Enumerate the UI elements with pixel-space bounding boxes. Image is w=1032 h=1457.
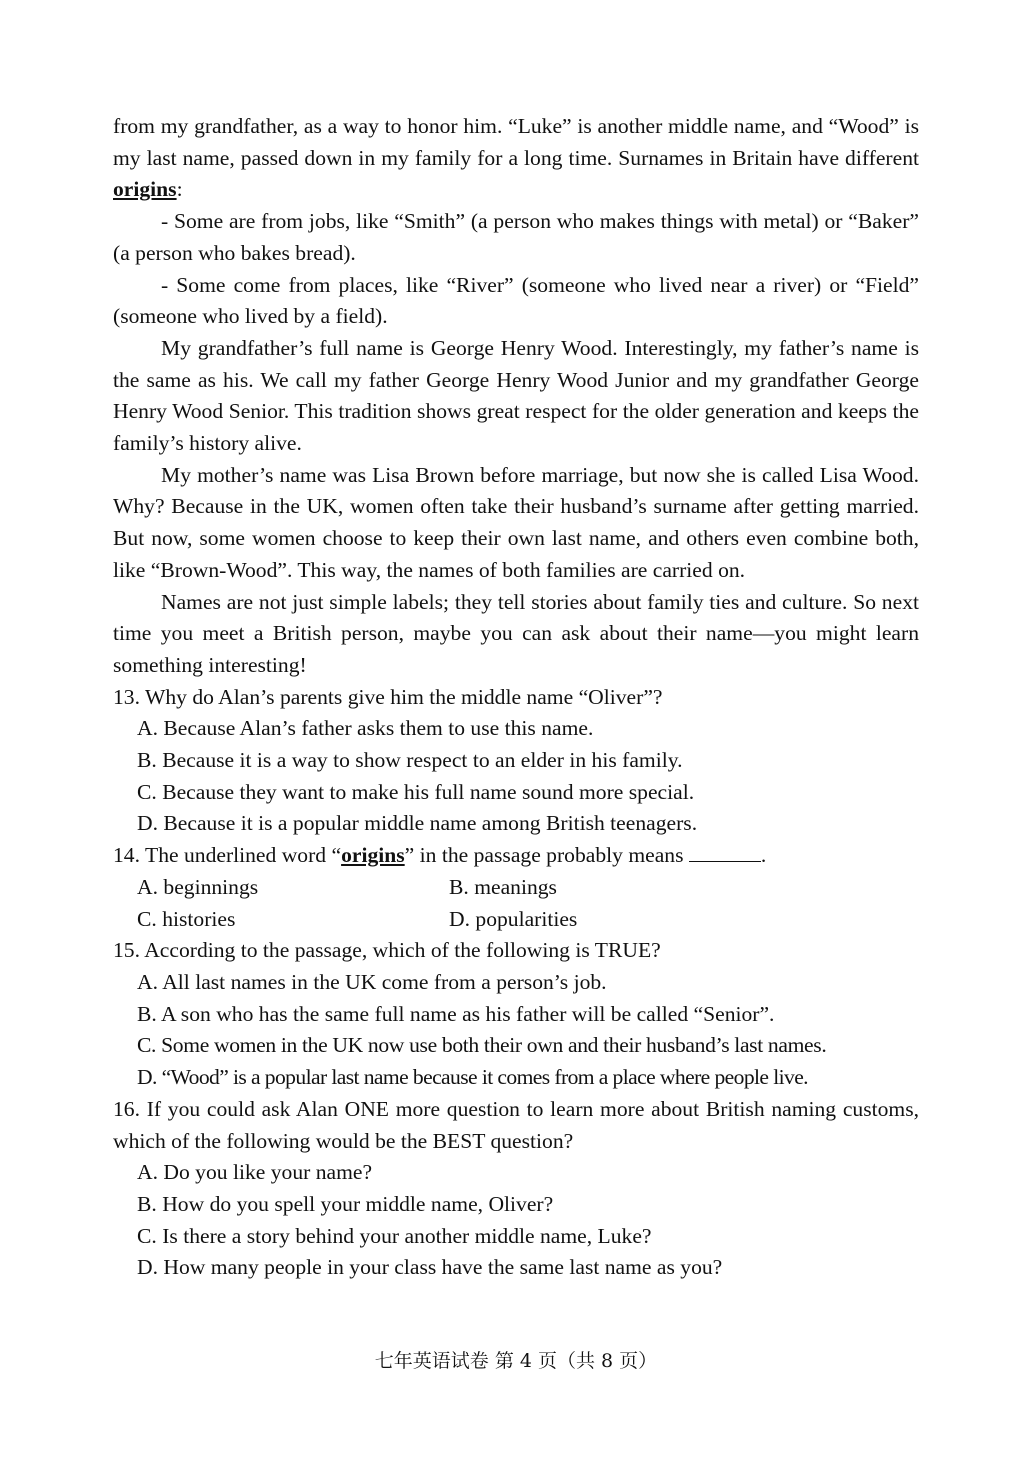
- option-a: A. Do you like your name?: [137, 1160, 373, 1185]
- underlined-word-origins: origins: [341, 843, 405, 868]
- question-stem: 13. Why do Alan’s parents give him the middle name “Oliver”?: [113, 684, 663, 709]
- underlined-word-origins: origins: [113, 177, 177, 202]
- option-c: C. Is there a story behind your another middle name, Luke?: [137, 1223, 652, 1248]
- passage-paragraph-3: My mother’s name was Lisa Brown before marriage, but now she is called Lisa Wood. Why? Because in the UK, women often take their husband’s surname after getting married. But now, some women choose to keep their own last name, and others even combine both, like “Brown-Wood”. This way, the names of both families are carried on.: [113, 462, 919, 582]
- question-stem: 15. According to the passage, which of the following is TRUE?: [113, 938, 661, 963]
- question-stem: [113, 840, 919, 872]
- option-a: A. All last names in the UK come from a person’s job.: [137, 969, 607, 994]
- question-15: [113, 935, 919, 1094]
- passage-paragraph-1: [113, 111, 919, 206]
- option-d: D. How many people in your class have the same last name as you?: [137, 1255, 723, 1280]
- option-row: [113, 872, 919, 904]
- stem-text: 14. The underlined word “: [113, 843, 342, 868]
- option-c: C. Because they want to make his full name sound more special.: [137, 779, 695, 804]
- passage-paragraph-2: My grandfather’s full name is George Henry Wood. Interestingly, my father’s name is the same as his. We call my father George Henry Wood Junior and my grandfather George Henry Wood Senior. This tradition shows great respect for the older generation and keeps the family’s history alive.: [113, 335, 919, 456]
- option-d: D. popularities: [449, 906, 578, 931]
- passage-bullet-places: - Some come from places, like “River” (someone who lived near a river) or “Field” (someone who lived by a field).: [113, 272, 919, 329]
- exam-page-content: [113, 111, 919, 1284]
- paragraph-text: from my grandfather, as a way to honor him. “Luke” is another middle name, and “Wood” is my last name, passed down in my family for a long time. Surnames in Britain have different: [113, 114, 919, 170]
- paragraph-text: :: [176, 177, 183, 202]
- question-14: [113, 840, 919, 935]
- option-a: A. beginnings: [137, 874, 259, 899]
- option-b: B. meanings: [449, 874, 557, 899]
- option-b: B. A son who has the same full name as his father will be called “Senior”.: [137, 1001, 775, 1026]
- option-c: C. histories: [137, 906, 236, 931]
- question-stem: 16. If you could ask Alan ONE more question to learn more about British naming customs, which of the following would be the BEST question?: [113, 1096, 919, 1153]
- stem-text: .: [760, 843, 767, 868]
- question-16: [113, 1094, 919, 1284]
- option-c: C. Some women in the UK now use both their own and their husband’s last names.: [137, 1033, 827, 1058]
- answer-blank: [689, 842, 761, 862]
- option-b: B. Because it is a way to show respect to an elder in his family.: [137, 748, 683, 773]
- option-b: B. How do you spell your middle name, Oliver?: [137, 1191, 554, 1216]
- option-row: [113, 904, 919, 936]
- option-d: D. Because it is a popular middle name among British teenagers.: [137, 811, 698, 836]
- passage-paragraph-4: Names are not just simple labels; they tell stories about family ties and culture. So next time you meet a British person, maybe you can ask about their name—you might learn something interesting!: [113, 589, 919, 677]
- page-footer: 七年英语试卷 第 4 页（共 8 页）: [374, 1350, 658, 1372]
- option-d: D. “Wood” is a popular last name because it comes from a place where people live.: [137, 1065, 808, 1090]
- passage-bullet-jobs: - Some are from jobs, like “Smith” (a person who makes things with metal) or “Baker” (a person who bakes bread).: [113, 209, 919, 265]
- question-13: [113, 682, 919, 841]
- stem-text: ” in the passage probably means: [404, 843, 689, 868]
- option-a: A. Because Alan’s father asks them to use this name.: [137, 716, 594, 741]
